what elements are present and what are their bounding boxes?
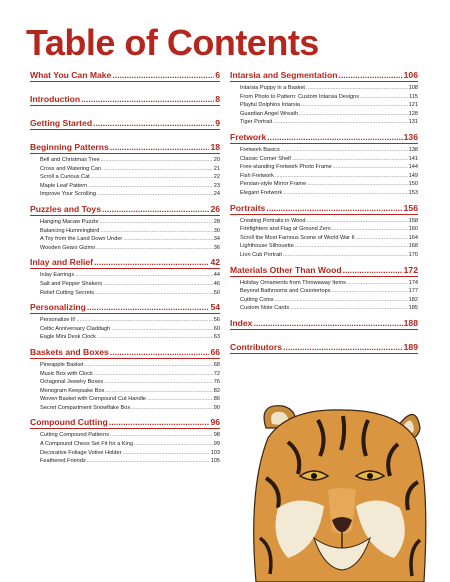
dot-leader: [332, 287, 408, 296]
toc-entry[interactable]: [230, 242, 418, 251]
dot-leader: [85, 361, 213, 370]
toc-entry[interactable]: [30, 165, 220, 174]
dot-leader: [147, 395, 213, 404]
entry-page-number: 160: [408, 226, 418, 233]
dot-leader: [343, 265, 403, 275]
dot-leader: [75, 271, 213, 280]
dot-leader: [292, 155, 408, 164]
entry-title: Woven Basket with Compound Cut Handle: [40, 396, 146, 403]
toc-entry[interactable]: [30, 156, 220, 165]
dot-leader: [275, 296, 408, 305]
toc-entry[interactable]: [230, 234, 418, 243]
section-title: Personalizing: [30, 302, 86, 313]
toc-entry[interactable]: [230, 217, 418, 226]
toc-entry[interactable]: [230, 172, 418, 181]
entry-page-number: 68: [213, 361, 220, 368]
entry-title: Cutting Coins: [240, 296, 274, 303]
entry-title: Monogram Keepsake Box: [40, 387, 105, 394]
dot-leader: [306, 84, 408, 93]
section-title: Compound Cutting: [30, 417, 108, 428]
entry-title: Tiger Portrait: [240, 119, 273, 126]
toc-right-column: [230, 70, 418, 366]
section-heading[interactable]: [30, 417, 220, 429]
entry-page-number: 20: [213, 157, 220, 163]
section-heading[interactable]: [30, 204, 220, 216]
toc-section: [30, 204, 220, 252]
section-page-number: 6: [215, 70, 220, 80]
dot-leader: [100, 227, 212, 236]
entry-page-number: 72: [213, 370, 220, 377]
toc-entry[interactable]: [30, 218, 220, 227]
section-page-number: 172: [403, 264, 418, 275]
dot-leader: [307, 180, 407, 189]
entry-page-number: 22: [213, 174, 220, 181]
entry-title: Persian-style Mirror Frame: [240, 181, 307, 188]
section-page-number: 42: [210, 257, 220, 268]
entry-page-number: 153: [408, 189, 418, 196]
entry-page-number: 50: [213, 289, 220, 296]
dot-leader: [273, 118, 408, 127]
toc-entry[interactable]: [30, 404, 220, 413]
entry-title: Fish Fretwork: [240, 172, 274, 179]
dot-leader: [134, 440, 213, 449]
toc-section: [230, 132, 418, 198]
toc-entry[interactable]: [230, 163, 418, 172]
dot-leader: [110, 431, 213, 440]
section-title: Fretwork: [230, 131, 267, 142]
dot-leader: [109, 417, 210, 427]
section-heading[interactable]: [30, 94, 220, 106]
toc-entry[interactable]: [230, 180, 418, 189]
entry-page-number: 108: [408, 85, 418, 91]
section-heading[interactable]: [230, 342, 418, 354]
toc-entry[interactable]: [30, 235, 220, 244]
entry-page-number: 34: [213, 236, 220, 243]
dot-leader: [266, 203, 402, 213]
dot-leader: [104, 378, 213, 387]
toc-entry[interactable]: [230, 296, 418, 305]
entry-page-number: 82: [213, 387, 220, 394]
entry-page-number: 63: [213, 334, 220, 341]
toc-entry[interactable]: [230, 287, 418, 296]
dot-leader: [295, 242, 408, 251]
page-title: Table of Contents: [26, 22, 319, 63]
section-heading[interactable]: [230, 203, 418, 215]
dot-leader: [347, 279, 408, 288]
toc-section: [230, 203, 418, 260]
toc-section: [30, 142, 220, 199]
toc-entry[interactable]: [30, 333, 220, 342]
entry-title: Secret Compartment Snowflake Box: [40, 404, 131, 411]
toc-entry[interactable]: [230, 101, 418, 110]
entry-title: A Toy from the Land Down Under: [40, 236, 123, 243]
section-page-number: 18: [210, 142, 220, 152]
section-title: Introduction: [30, 94, 81, 104]
dot-leader: [301, 101, 408, 110]
entry-title: Feathered Friends: [40, 458, 86, 465]
entry-title: Wooden Gears Gizmo: [40, 244, 96, 251]
toc-left-column: [30, 70, 220, 471]
entry-page-number: 138: [408, 146, 418, 153]
section-title: Inlay and Relief: [30, 257, 94, 268]
entry-title: Decorative Foliage Votive Holder: [40, 449, 122, 456]
section-title: What You Can Make: [30, 70, 112, 80]
dot-leader: [102, 165, 213, 174]
section-page-number: 136: [403, 131, 418, 142]
dot-leader: [110, 142, 210, 152]
dot-leader: [110, 347, 210, 357]
toc-entry[interactable]: [230, 304, 418, 313]
entry-title: Pineapple Basket: [40, 361, 84, 368]
dot-leader: [87, 302, 210, 312]
dot-leader: [101, 156, 213, 165]
entry-title: Relief Cutting Secrets: [40, 289, 95, 296]
entry-title: Elegant Fretwork: [240, 189, 283, 196]
entry-page-number: 30: [213, 227, 220, 234]
entry-title: From Photo to Pattern: Custom Intarsia Designs: [240, 93, 360, 100]
toc-section: [30, 118, 220, 130]
entry-title: Fretwork Basics: [240, 146, 280, 153]
entry-title: Octagonal Jewelry Boxes: [40, 379, 104, 386]
section-page-number: 66: [210, 346, 220, 357]
entry-page-number: 121: [408, 102, 418, 109]
toc-entry[interactable]: [30, 395, 220, 404]
entry-title: Hanging Macaw Puzzle: [40, 218, 99, 225]
dot-leader: [96, 244, 213, 253]
entry-page-number: 99: [213, 441, 220, 448]
entry-page-number: 158: [408, 217, 418, 224]
entry-title: Cross and Watering Can: [40, 165, 102, 172]
entry-page-number: 168: [408, 243, 418, 250]
entry-title: Playful Dolphins Intarsia: [240, 102, 301, 109]
toc-entry[interactable]: [30, 227, 220, 236]
entry-page-number: 174: [408, 279, 418, 286]
dot-leader: [253, 318, 402, 328]
entry-title: Free-standing Fretwork Photo Frame: [240, 164, 332, 171]
entry-page-number: 90: [213, 404, 220, 411]
entry-page-number: 86: [213, 396, 220, 403]
toc-entry[interactable]: [30, 325, 220, 334]
toc-entry[interactable]: [30, 457, 220, 466]
toc-entry[interactable]: [30, 244, 220, 253]
dot-leader: [102, 204, 209, 214]
toc-section: [30, 94, 220, 106]
toc-entry[interactable]: [230, 146, 418, 155]
dot-leader: [307, 217, 408, 226]
toc-entry[interactable]: [30, 431, 220, 440]
toc-entry[interactable]: [230, 251, 418, 260]
entry-page-number: 182: [408, 296, 418, 303]
toc-entry[interactable]: [30, 378, 220, 387]
section-page-number: 96: [210, 417, 220, 428]
dot-leader: [87, 457, 210, 466]
entry-title: Cutting Compound Patterns: [40, 432, 110, 439]
toc-entry[interactable]: [30, 190, 220, 199]
entry-title: Classic Corner Shelf: [240, 155, 291, 162]
entry-page-number: 185: [408, 305, 418, 312]
entry-title: Personalize It!: [40, 317, 76, 324]
entry-page-number: 164: [408, 234, 418, 241]
dot-leader: [299, 110, 408, 119]
entry-title: Balancing Hummingbird: [40, 227, 100, 234]
section-page-number: 188: [403, 317, 418, 328]
toc-section: [30, 347, 220, 413]
dot-leader: [281, 146, 408, 155]
entry-title: A Compound Chess Set Fit for a King: [40, 441, 133, 448]
entry-title: Scroll the Most Famous Scene of World War II: [240, 234, 355, 241]
toc-entry[interactable]: [30, 387, 220, 396]
tiger-portrait-illustration: [248, 398, 428, 582]
toc-entry[interactable]: [230, 118, 418, 127]
entry-page-number: 23: [213, 182, 220, 189]
section-heading[interactable]: [230, 318, 418, 330]
entry-title: Firefighters and Flag at Ground Zero: [240, 226, 331, 233]
dot-leader: [360, 93, 408, 102]
section-page-number: 54: [210, 302, 220, 313]
toc-entry[interactable]: [230, 189, 418, 198]
entry-page-number: 24: [213, 191, 220, 198]
dot-leader: [283, 251, 408, 260]
toc-entry[interactable]: [30, 289, 220, 298]
entry-page-number: 170: [408, 251, 418, 258]
section-page-number: 26: [210, 203, 220, 214]
section-page-number: 156: [403, 202, 418, 213]
section-page-number: 189: [403, 341, 418, 352]
section-heading[interactable]: [230, 265, 418, 277]
dot-leader: [283, 189, 407, 198]
entry-title: Holiday Ornaments from Throwaway Items: [240, 279, 346, 286]
entry-title: Custom Note Cards: [240, 305, 290, 312]
entry-page-number: 115: [409, 93, 418, 100]
entry-page-number: 105: [210, 458, 220, 465]
toc-entry[interactable]: [30, 449, 220, 458]
entry-title: Salt and Pepper Shakers: [40, 280, 103, 287]
section-heading[interactable]: [30, 302, 220, 314]
entry-title: Maple Leaf Pattern: [40, 182, 88, 189]
dot-leader: [338, 70, 402, 80]
entry-page-number: 76: [213, 379, 220, 386]
entry-title: Lion Cub Portrait: [240, 251, 282, 258]
entry-page-number: 60: [213, 325, 220, 332]
dot-leader: [122, 449, 209, 458]
entry-page-number: 177: [408, 288, 418, 295]
toc-entry[interactable]: [230, 93, 418, 102]
entry-title: Eagle Mini Desk Clock: [40, 334, 96, 341]
entry-page-number: 28: [213, 218, 220, 225]
dot-leader: [275, 172, 408, 181]
toc-section: [230, 70, 418, 127]
section-title: Getting Started: [30, 118, 93, 128]
dot-leader: [290, 304, 408, 313]
entry-page-number: 150: [408, 181, 418, 188]
section-heading[interactable]: [30, 347, 220, 359]
entry-page-number: 149: [408, 172, 418, 179]
toc-entry[interactable]: [230, 279, 418, 288]
dot-leader: [356, 234, 408, 243]
dot-leader: [105, 387, 212, 396]
toc-entry[interactable]: [30, 440, 220, 449]
toc-entry[interactable]: [30, 173, 220, 182]
toc-entry[interactable]: [30, 182, 220, 191]
toc-entry[interactable]: [230, 110, 418, 119]
dot-leader: [333, 163, 408, 172]
section-heading[interactable]: [230, 132, 418, 144]
toc-entry[interactable]: [230, 155, 418, 164]
entry-title: Creating Portraits in Wood: [240, 217, 306, 224]
section-title: Intarsia and Segmentation: [230, 70, 338, 80]
toc-section: [230, 265, 418, 313]
entry-page-number: 44: [213, 272, 220, 279]
entry-page-number: 141: [408, 155, 418, 162]
entry-title: Scroll a Curious Cat: [40, 174, 90, 181]
section-title: Beginning Patterns: [30, 142, 109, 152]
dot-leader: [97, 333, 213, 342]
entry-page-number: 98: [213, 432, 220, 439]
section-title: Index: [230, 317, 253, 328]
entry-title: Improve Your Scrolling: [40, 191, 96, 198]
toc-entry[interactable]: [230, 84, 418, 93]
section-title: Baskets and Boxes: [30, 346, 109, 357]
section-heading[interactable]: [30, 70, 220, 82]
entry-page-number: 131: [408, 119, 418, 126]
toc-section: [30, 417, 220, 465]
toc-section: [30, 302, 220, 342]
dot-leader: [81, 94, 214, 104]
dot-leader: [123, 235, 212, 244]
entry-title: Beyond Bathrooms and Countertops: [240, 288, 331, 295]
entry-title: Guardian Angel Wreath: [240, 110, 299, 117]
dot-leader: [91, 173, 213, 182]
toc-section: [230, 318, 418, 330]
toc-entry[interactable]: [30, 280, 220, 289]
dot-leader: [283, 342, 403, 352]
section-title: Materials Other Than Wood: [230, 264, 342, 275]
section-page-number: 106: [403, 70, 418, 80]
entry-title: Bell and Christmas Tree: [40, 157, 100, 163]
toc-section: [230, 342, 418, 354]
toc-entry[interactable]: [30, 316, 220, 325]
section-heading[interactable]: [30, 118, 220, 130]
toc-section: [30, 70, 220, 82]
entry-page-number: 103: [210, 449, 220, 456]
dot-leader: [94, 370, 213, 379]
dot-leader: [111, 325, 212, 334]
entry-page-number: 128: [408, 110, 418, 117]
section-title: Portraits: [230, 202, 266, 213]
entry-title: Intarsia Puppy in a Basket: [240, 85, 305, 91]
entry-title: Music Box with Clock: [40, 370, 93, 377]
section-heading[interactable]: [30, 257, 220, 269]
section-page-number: 8: [215, 94, 220, 104]
toc-entry[interactable]: [30, 370, 220, 379]
dot-leader: [95, 289, 213, 298]
dot-leader: [93, 118, 214, 128]
toc-section: [30, 257, 220, 297]
section-heading[interactable]: [30, 142, 220, 154]
entry-page-number: 56: [213, 317, 220, 324]
toc-entry[interactable]: [230, 225, 418, 234]
dot-leader: [88, 182, 213, 191]
dot-leader: [76, 316, 212, 325]
section-title: Puzzles and Toys: [30, 203, 101, 214]
section-page-number: 9: [215, 118, 220, 128]
section-title: Contributors: [230, 341, 283, 352]
entry-page-number: 46: [213, 280, 220, 287]
dot-leader: [131, 404, 213, 413]
dot-leader: [94, 257, 209, 267]
entry-page-number: 21: [213, 165, 220, 172]
section-heading[interactable]: [230, 70, 418, 82]
dot-leader: [97, 190, 213, 199]
entry-title: Lighthouse Silhouette: [240, 243, 294, 250]
dot-leader: [103, 280, 213, 289]
entry-page-number: 36: [213, 244, 220, 251]
dot-leader: [332, 225, 408, 234]
dot-leader: [267, 132, 402, 142]
entry-page-number: 144: [408, 164, 418, 171]
entry-title: Celtic Anniversary Claddagh: [40, 325, 111, 332]
dot-leader: [99, 218, 212, 227]
dot-leader: [112, 70, 214, 80]
toc-entry[interactable]: [30, 271, 220, 280]
entry-title: Inlay Earrings: [40, 272, 75, 279]
toc-entry[interactable]: [30, 361, 220, 370]
